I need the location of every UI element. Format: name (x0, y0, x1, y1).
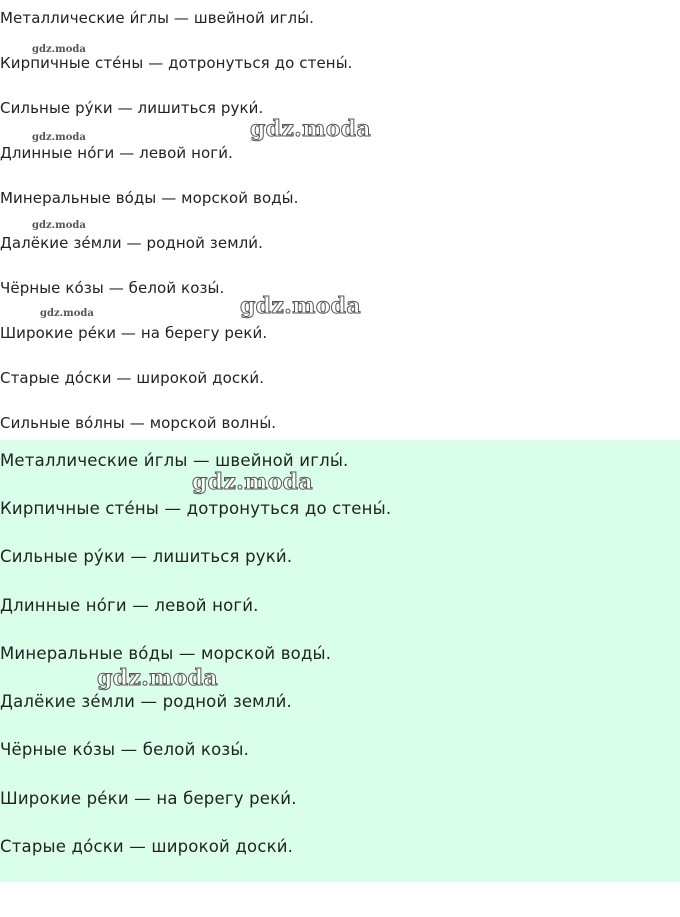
watermark: gdz.moda (40, 308, 94, 319)
watermark: gdz.moda (32, 44, 86, 55)
list-item: Длинные но́ги — левой ноги́. (0, 144, 233, 162)
watermark: gdz.moda (192, 469, 313, 495)
list-item: Старые до́ски — широкой доски́. (0, 837, 294, 856)
list-item: Чёрные ко́зы — белой козы́. (0, 279, 225, 297)
list-item: Металлические и́глы — швейной иглы́. (0, 451, 349, 470)
list-item: Широкие ре́ки — на берегу реки́. (0, 789, 297, 808)
answer-block-plain (0, 0, 680, 440)
watermark: gdz.moda (97, 665, 218, 691)
watermark: gdz.moda (32, 132, 86, 143)
list-item: Сильные ру́ки — лишиться руки́. (0, 99, 264, 117)
watermark: gdz.moda (250, 116, 371, 142)
list-item: Далёкие зе́мли — родной земли́. (0, 234, 264, 252)
list-item: Длинные но́ги — левой ноги́. (0, 596, 259, 615)
list-item: Сильные ру́ки — лишиться руки́. (0, 547, 293, 566)
list-item: Старые до́ски — широкой доски́. (0, 369, 265, 387)
watermark: gdz.moda (32, 220, 86, 231)
list-item: Металлические и́глы — швейной иглы́. (0, 9, 315, 27)
list-item: Широкие ре́ки — на берегу реки́. (0, 324, 268, 342)
list-item: Далёкие зе́мли — родной земли́. (0, 692, 292, 711)
list-item: Чёрные ко́зы — белой козы́. (0, 740, 250, 759)
list-item: Кирпичные сте́ны — дотронуться до стены́. (0, 54, 353, 72)
answer-block-highlighted (0, 440, 680, 882)
list-item: Кирпичные сте́ны — дотронуться до стены́. (0, 499, 392, 518)
list-item: Минеральные во́ды — морской воды́. (0, 644, 332, 663)
list-item: Минеральные во́ды — морской воды́. (0, 189, 299, 207)
list-item: Сильные во́лны — морской волны́. (0, 414, 277, 432)
watermark: gdz.moda (240, 293, 361, 319)
